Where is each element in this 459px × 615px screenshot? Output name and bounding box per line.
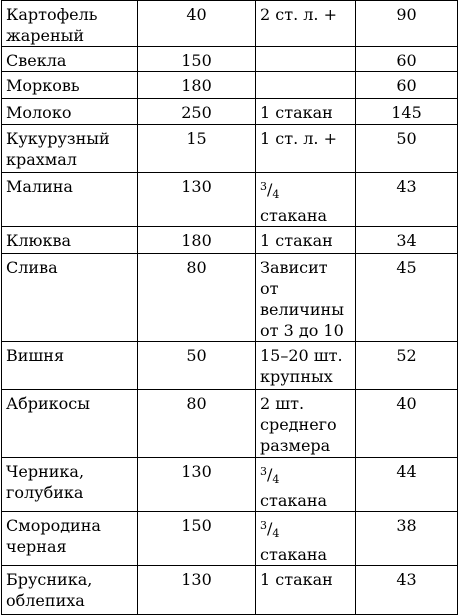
fraction-denominator: 4	[272, 527, 280, 540]
food-name-cell: Черника, голубика	[2, 458, 138, 512]
calories-cell: 45	[356, 254, 458, 342]
measure-cell	[256, 47, 356, 72]
measure-cell: 1 стакан	[256, 99, 356, 125]
measure-cell: 15–20 шт. крупных	[256, 342, 356, 390]
table-row	[2, 72, 458, 99]
measure-cell: $^3$/4 стакана	[256, 458, 356, 512]
food-name-cell: Клюква	[2, 227, 138, 254]
table-row	[2, 458, 458, 512]
measure-cell: 1 стакан	[256, 227, 356, 254]
measure-cell: Зависит от величины от 3 до 10	[256, 254, 356, 342]
measure-cell: $^3$/4 стакана	[256, 173, 356, 227]
food-name-cell: Смородина черная	[2, 512, 138, 566]
table-row	[2, 173, 458, 227]
calories-cell: 145	[356, 99, 458, 125]
table-row	[2, 342, 458, 390]
food-name-cell: Кукурузный крахмал	[2, 125, 138, 173]
calories-cell: 38	[356, 512, 458, 566]
table-row	[2, 566, 458, 615]
measure-cell: 2 ст. л. +	[256, 1, 356, 47]
fraction-numerator: 3	[260, 465, 267, 478]
table-row	[2, 227, 458, 254]
weight-cell: 150	[138, 512, 256, 566]
measure-unit: стакана	[260, 491, 328, 510]
weight-cell: 80	[138, 254, 256, 342]
measure-cell: 1 ст. л. +	[256, 125, 356, 173]
food-name-cell: Абрикосы	[2, 390, 138, 458]
food-name-cell: Вишня	[2, 342, 138, 390]
fraction-denominator: 4	[272, 188, 280, 201]
measure-cell: 1 стакан	[256, 566, 356, 615]
table-row	[2, 390, 458, 458]
food-name-cell: Свекла	[2, 47, 138, 72]
food-name-cell: Малина	[2, 173, 138, 227]
calories-cell: 43	[356, 173, 458, 227]
food-name-cell: Картофель жареный	[2, 1, 138, 47]
weight-cell: 250	[138, 99, 256, 125]
calories-cell: 34	[356, 227, 458, 254]
measure-cell: $^3$/4 стакана	[256, 512, 356, 566]
food-name-cell: Молоко	[2, 99, 138, 125]
weight-cell: 15	[138, 125, 256, 173]
weight-cell: 40	[138, 1, 256, 47]
table-row	[2, 125, 458, 173]
calories-cell: 52	[356, 342, 458, 390]
food-name-cell: Морковь	[2, 72, 138, 99]
calories-cell: 44	[356, 458, 458, 512]
table-row	[2, 99, 458, 125]
calories-cell: 60	[356, 72, 458, 99]
weight-cell: 80	[138, 390, 256, 458]
nutrition-table	[1, 0, 458, 615]
measure-cell	[256, 72, 356, 99]
table-row	[2, 47, 458, 72]
fraction-denominator: 4	[272, 473, 280, 486]
weight-cell: 130	[138, 173, 256, 227]
measure-unit: стакана	[260, 545, 328, 564]
food-name-cell: Слива	[2, 254, 138, 342]
table-row	[2, 512, 458, 566]
table-row	[2, 254, 458, 342]
calories-cell: 50	[356, 125, 458, 173]
weight-cell: 130	[138, 566, 256, 615]
measure-cell: 2 шт. среднего размера	[256, 390, 356, 458]
fraction-numerator: 3	[260, 519, 267, 532]
measure-unit: стакана	[260, 206, 328, 225]
weight-cell: 180	[138, 72, 256, 99]
calories-cell: 60	[356, 47, 458, 72]
calories-cell: 40	[356, 390, 458, 458]
calories-cell: 43	[356, 566, 458, 615]
calories-cell: 90	[356, 1, 458, 47]
table-row	[2, 1, 458, 47]
food-name-cell: Брусника, облепиха	[2, 566, 138, 615]
weight-cell: 130	[138, 458, 256, 512]
weight-cell: 180	[138, 227, 256, 254]
weight-cell: 50	[138, 342, 256, 390]
fraction-numerator: 3	[260, 180, 267, 193]
weight-cell: 150	[138, 47, 256, 72]
